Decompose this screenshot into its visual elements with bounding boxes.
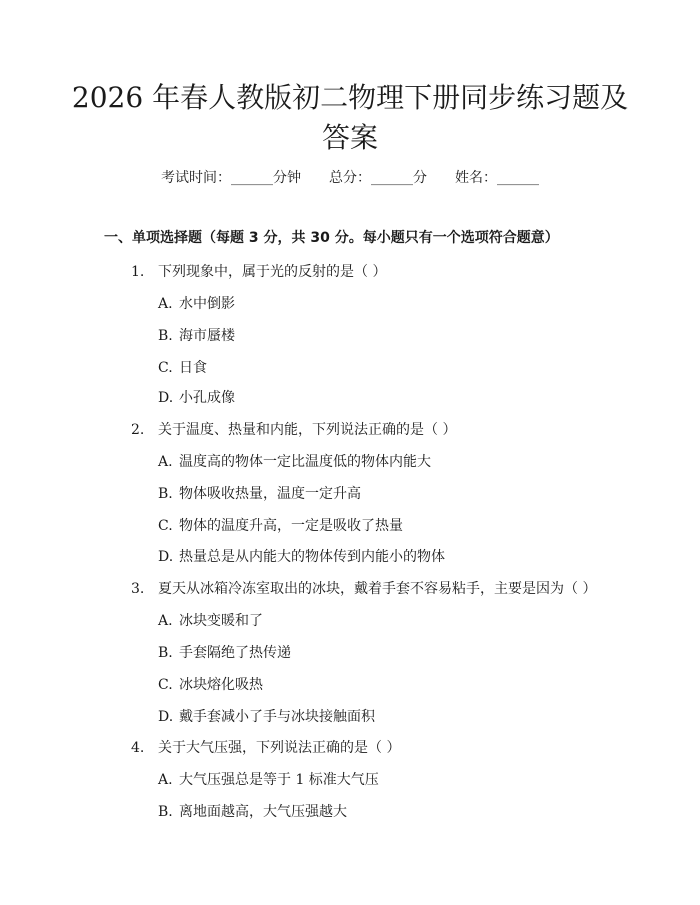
option-text: 小孔成像: [179, 390, 235, 406]
option-text: 温度高的物体一定比温度低的物体内能大: [179, 454, 431, 470]
title-line-2: 答案: [321, 121, 378, 154]
option-text: 海市蜃楼: [179, 328, 235, 344]
question-number: 1.: [131, 264, 145, 280]
option-letter: B.: [158, 804, 173, 820]
section-heading: 一、单项选择题（每题 3 分，共 30 分。每小题只有一个选项符合题意）: [104, 230, 559, 246]
option-letter: A.: [158, 296, 173, 312]
exam-info-line: [0, 168, 700, 188]
option-text: 戴手套减小了手与冰块接触面积: [179, 709, 375, 725]
option-text: 热量总是从内能大的物体传到内能小的物体: [179, 549, 445, 565]
option-letter: D.: [158, 549, 174, 565]
question-number: 2.: [131, 422, 145, 438]
total-score-field: 总分：______分: [329, 170, 427, 186]
option-text: 物体吸收热量，温度一定升高: [179, 486, 361, 502]
option-letter: A.: [158, 772, 173, 788]
option-text: 日食: [179, 360, 207, 376]
exam-time-field: 考试时间：______分钟: [161, 170, 301, 186]
name-field: 姓名：______: [455, 170, 539, 186]
option-letter: D.: [158, 390, 174, 406]
question-text: 关于温度、热量和内能，下列说法正确的是（ ）: [158, 422, 457, 438]
option-letter: B.: [158, 645, 173, 661]
option-text: 物体的温度升高，一定是吸收了热量: [179, 518, 403, 534]
option-text: 大气压强总是等于 1 标准大气压: [179, 772, 379, 788]
option-text: 离地面越高，大气压强越大: [179, 804, 347, 820]
question-text: 夏天从冰箱冷冻室取出的冰块，戴着手套不容易粘手，主要是因为（ ）: [158, 581, 597, 597]
question-number: 4.: [131, 740, 145, 756]
option-letter: D.: [158, 709, 174, 725]
option-text: 冰块熔化吸热: [179, 677, 263, 693]
option-letter: C.: [158, 518, 173, 534]
option-letter: A.: [158, 613, 173, 629]
question-number: 3.: [131, 581, 145, 597]
question-text: 下列现象中，属于光的反射的是（ ）: [158, 264, 387, 280]
option-letter: B.: [158, 486, 173, 502]
option-text: 水中倒影: [179, 296, 235, 312]
option-text: 手套隔绝了热传递: [179, 645, 291, 661]
question-text: 关于大气压强，下列说法正确的是（ ）: [158, 740, 401, 756]
option-letter: C.: [158, 677, 173, 693]
option-letter: B.: [158, 328, 173, 344]
option-letter: C.: [158, 360, 173, 376]
title-line-1: 2026 年春人教版初二物理下册同步练习题及: [71, 81, 629, 114]
option-letter: A.: [158, 454, 173, 470]
document-title: [60, 78, 640, 158]
option-text: 冰块变暖和了: [179, 613, 263, 629]
